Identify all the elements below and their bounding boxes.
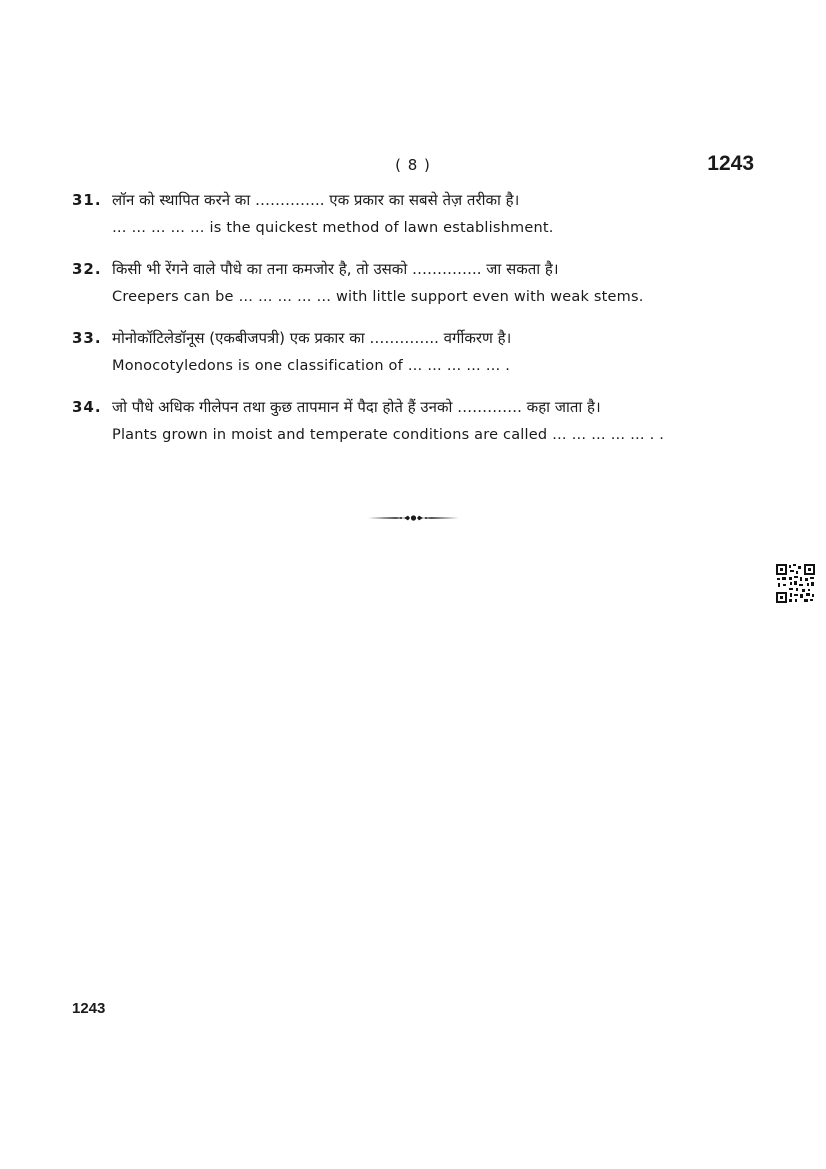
question-33 [72,324,762,380]
question-number: 32. [72,260,102,278]
page-number: ( 8 ) [395,156,431,174]
question-number: 31. [72,191,102,209]
question-34 [72,393,762,449]
paper-code-top: 1243 [707,152,754,175]
question-hindi-text: मोनोकॉटिलेडॉनूस (एकबीजपत्री) एक प्रकार का ………….. वर्गीकरण है। [112,329,512,347]
question-number: 34. [72,398,102,416]
question-31 [72,186,762,242]
paper-code-bottom: 1243 [72,1000,106,1017]
question-hindi-text: जो पौधे अधिक गीलेपन तथा कुछ तापमान में पैदा होते हैं उनको …………. कहा जाता है। [112,398,601,416]
question-hindi-text: लॉन को स्थापित करने का ………….. एक प्रकार का सबसे तेज़ तरीका है। [112,191,520,209]
end-ornament-icon [366,510,461,526]
question-english-text: … … … … … is the quickest method of lawn establishment. [112,220,554,236]
question-hindi-text: किसी भी रेंगने वाले पौधे का तना कमजोर है, तो उसको ………….. जा सकता है। [112,260,559,278]
question-number: 33. [72,329,102,347]
question-english-text: Creepers can be … … … … … with little support even with weak stems. [112,289,644,305]
question-english-text: Monocotyledons is one classification of … … … … … . [112,358,511,374]
question-32 [72,255,762,311]
question-english-text: Plants grown in moist and temperate conditions are called … … … … … . . [112,427,665,443]
question-list [72,186,762,462]
qr-code-icon [776,564,815,603]
